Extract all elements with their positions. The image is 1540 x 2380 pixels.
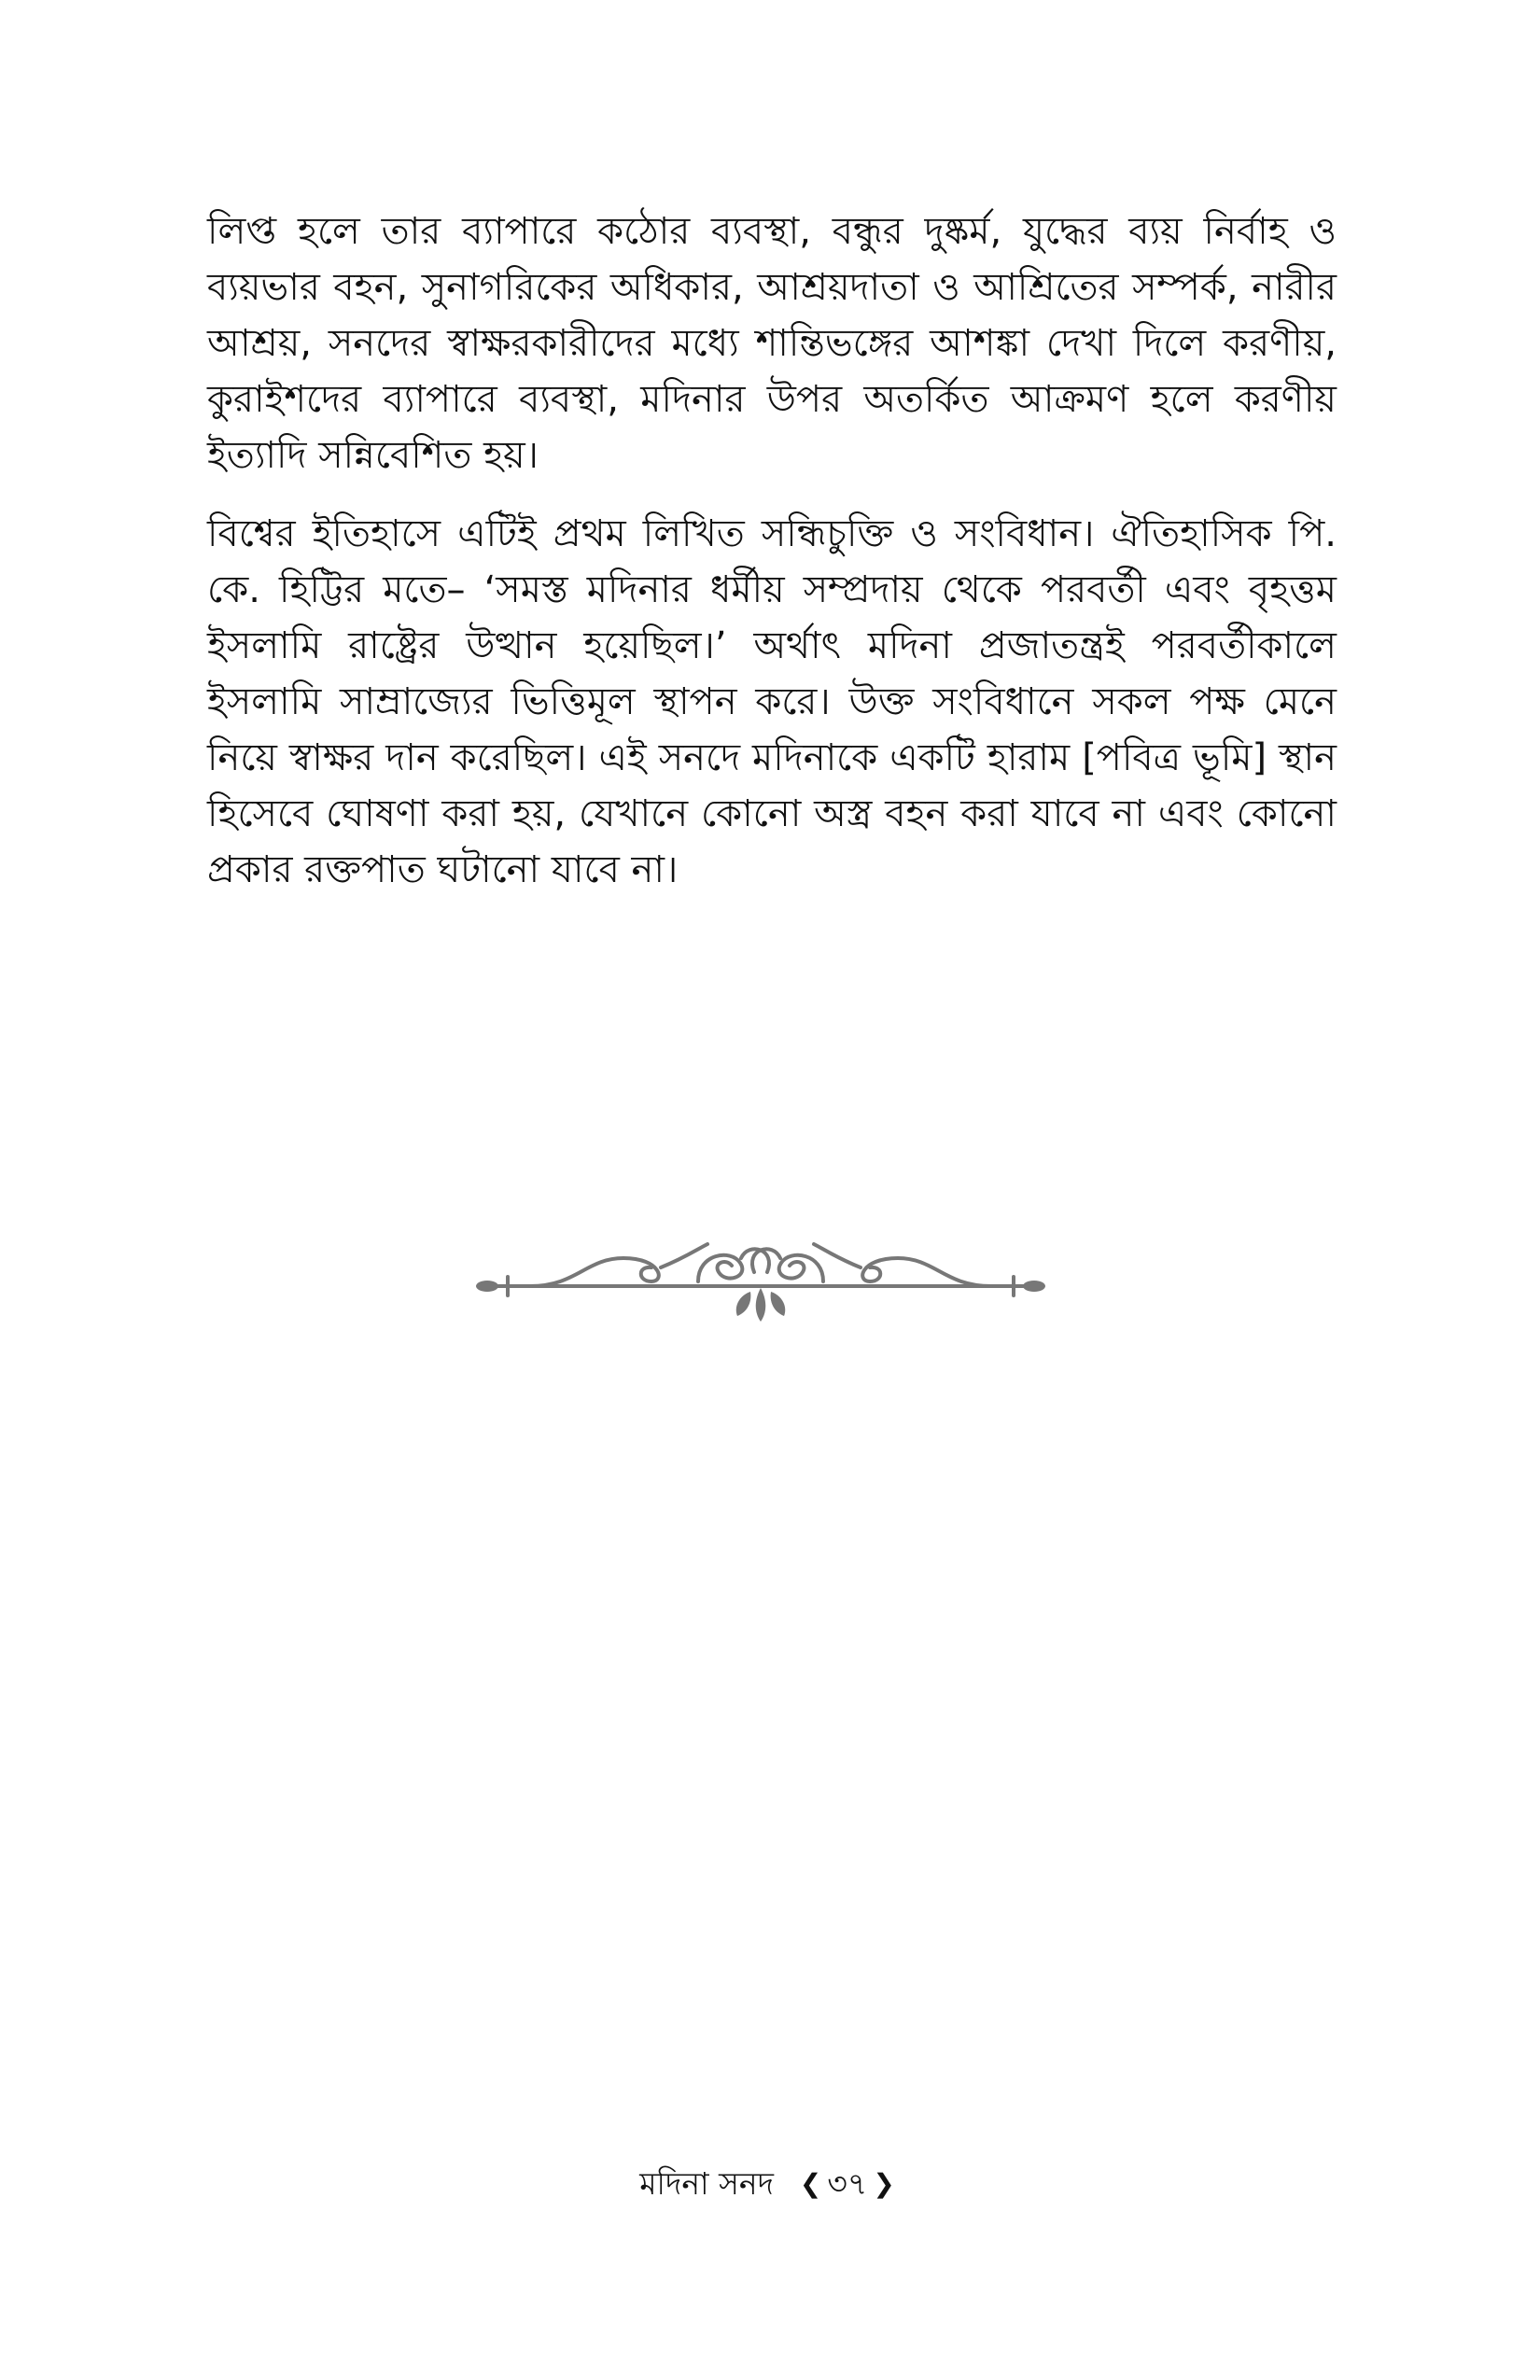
paragraph-2: বিশ্বের ইতিহাসে এটিই প্রথম লিখিত সন্ধিচুক্তি ও সংবিধান। ঐতিহাসিক পি. কে. হিট্টির মতে– ‘সমস্ত মদিনার ধর্মীয় সম্প্রদায় থেকে পরবর্তী এবং বৃহত্তম ইসলামি রাষ্ট্রের উত্থান হয়েছিল।’ অর্থাৎ মদিনা প্রজাতন্ত্রই পরবর্তীকালে ইসলামি সাম্রাজ্যের ভিত্তিমূল স্থাপন করে। উক্ত সংবিধানে সকল পক্ষ মেনে নিয়ে স্বাক্ষর দান করেছিল। এই সনদে মদিনাকে একটি হারাম [পবিত্র ভূমি] স্থান হিসেবে ঘোষণা করা হয়, যেখানে কোনো অস্ত্র বহন করা যাবে না এবং কোনো প্রকার রক্তপাত ঘটানো যাবে না। bbox=[207, 512, 1337, 891]
book-title: মদিনা সনদ bbox=[639, 2165, 774, 2202]
body-text bbox=[207, 203, 1337, 920]
right-arrow-icon: ❯ bbox=[873, 2168, 895, 2199]
page-number: ৩৭ bbox=[827, 2165, 868, 2202]
decorative-divider-icon bbox=[474, 1230, 1047, 1333]
page-footer bbox=[0, 2163, 1540, 2205]
paragraph-1: লিপ্ত হলে তার ব্যাপারে কঠোর ব্যবস্থা, বন্ধুর দুষ্কর্ম, যুদ্ধের ব্যয় নির্বাহ ও ব্যয়ভার বহন, সুনাগরিকের অধিকার, আশ্রয়দাতা ও আশ্রিতের সম্পর্ক, নারীর আশ্রয়, সনদের স্বাক্ষরকারীদের মধ্যে শান্তিভঙ্গের আশঙ্কা দেখা দিলে করণীয়, কুরাইশদের ব্যাপারে ব্যবস্থা, মদিনার উপর অতর্কিত আক্রমণ হলে করণীয় ইত্যাদি সন্নিবেশিত হয়। bbox=[207, 210, 1337, 477]
left-arrow-icon: ❮ bbox=[799, 2168, 822, 2199]
